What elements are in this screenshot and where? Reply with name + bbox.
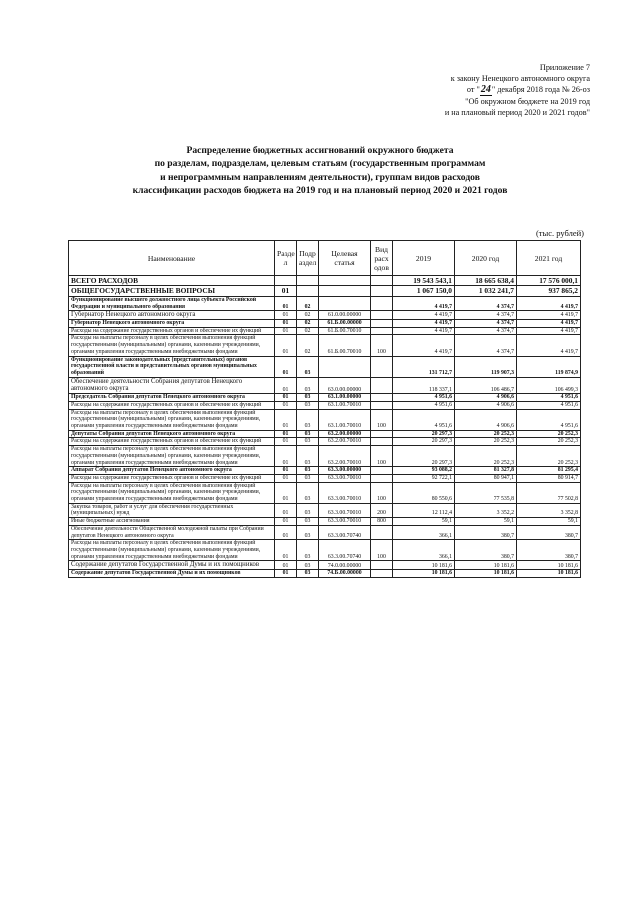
table-cell-2021: 10 181,6 [517, 570, 581, 578]
table-cell-2021: 10 181,6 [517, 561, 581, 570]
table-cell-2021: 4 951,6 [517, 401, 581, 409]
table-cell-2020: 4 374,7 [455, 296, 517, 310]
header-vid: Вид расх одов [371, 241, 393, 276]
table-cell-podrazdel: 03 [297, 561, 319, 570]
table-cell-podrazdel: 03 [297, 377, 319, 394]
table-cell-name: Расходы на содержание государственных органов и обеспечение их функций [69, 327, 275, 335]
table-cell-vid: 100 [371, 482, 393, 503]
table-cell-vid [371, 356, 393, 377]
table-cell-2020: 380,7 [455, 540, 517, 561]
table-cell-2021: 4 419,7 [517, 320, 581, 328]
table-cell-2020: 10 181,6 [455, 561, 517, 570]
table-cell-name: Функционирование законодательных (представительных) органов государственной власти и представительных органов муниципальных образований [69, 356, 275, 377]
table-cell-name: Губернатор Ненецкого автономного округа [69, 311, 275, 320]
table-cell-2020: 20 252,3 [455, 438, 517, 446]
header-name: Наименование [69, 241, 275, 276]
table-row [69, 276, 581, 286]
table-cell-podrazdel: 03 [297, 525, 319, 539]
table-cell-vid [371, 570, 393, 578]
appendix-line: "Об окружном бюджете на 2019 год [465, 96, 590, 106]
table-header-row [69, 241, 581, 276]
table-cell-2020: 4 906,6 [455, 394, 517, 402]
table-cell-name: Содержание депутатов Государственной Думы и их помощников [69, 570, 275, 578]
table-cell-2020: 77 535,8 [455, 482, 517, 503]
table-cell-target: 63.1.00.70010 [319, 401, 371, 409]
table-cell-target: 61.Б.00.00000 [319, 320, 371, 328]
table-cell-2019: 366,1 [393, 525, 455, 539]
table-cell-vid: 800 [371, 518, 393, 526]
table-cell-2020: 80 947,1 [455, 474, 517, 482]
table-cell-2019: 10 181,6 [393, 570, 455, 578]
header-podrazdel: Подр аздел [297, 241, 319, 276]
table-cell-razdel: 01 [275, 286, 297, 296]
table-cell-target: 74.Б.00.00000 [319, 570, 371, 578]
table-row [69, 446, 581, 467]
table-cell-podrazdel: 03 [297, 540, 319, 561]
table-row [69, 320, 581, 328]
table-cell-name: Расходы на содержание государственных органов и обеспечение их функций [69, 474, 275, 482]
table-cell-2020: 10 181,6 [455, 570, 517, 578]
table-row [69, 286, 581, 296]
appendix-date-suffix: " декабря 2018 года № 26-оз [491, 85, 590, 95]
appendix-line: и на плановый период 2020 и 2021 годов" [444, 107, 590, 117]
table-row [69, 467, 581, 475]
table-row [69, 503, 581, 517]
title-line: и непрограммным направлениям деятельности), группам видов расходов [160, 171, 480, 183]
table-cell-2019: 4 951,6 [393, 394, 455, 402]
table-cell-2020: 18 665 638,4 [455, 276, 517, 286]
table-cell-target: 63.3.00.70010 [319, 503, 371, 517]
appendix-header [230, 62, 590, 118]
table-cell-2021: 3 352,8 [517, 503, 581, 517]
table-row [69, 311, 581, 320]
table-cell-name: Иные бюджетные ассигнования [69, 518, 275, 526]
table-cell-name: Закупка товаров, работ и услуг для обеспечения государственных (муниципальных) нужд [69, 503, 275, 517]
table-cell-name: Расходы на содержание государственных органов и обеспечение их функций [69, 401, 275, 409]
table-row [69, 438, 581, 446]
table-cell-2019: 20 297,3 [393, 430, 455, 438]
table-cell-2020: 59,1 [455, 518, 517, 526]
table-cell-podrazdel: 03 [297, 518, 319, 526]
table-cell-2021: 4 419,7 [517, 311, 581, 320]
title-line: классификации расходов бюджета на 2019 год и на плановый период 2020 и 2021 годов [132, 185, 508, 197]
table-cell-target [319, 296, 371, 310]
table-cell-target: 63.2.00.70010 [319, 446, 371, 467]
table-cell-2021: 4 419,7 [517, 327, 581, 335]
table-cell-podrazdel: 02 [297, 335, 319, 356]
table-cell-name: Обеспечение деятельности Общественной молодежной палаты при Собрании депутатов Ненецкого автономного округа [69, 525, 275, 539]
table-cell-vid: 200 [371, 503, 393, 517]
table-cell-2021: 380,7 [517, 525, 581, 539]
table-cell-razdel: 01 [275, 394, 297, 402]
table-cell-name: Губернатор Ненецкого автономного округа [69, 320, 275, 328]
table-row [69, 401, 581, 409]
table-cell-2020: 20 252,3 [455, 430, 517, 438]
table-cell-vid: 100 [371, 540, 393, 561]
table-cell-vid [371, 296, 393, 310]
table-cell-2019: 20 297,3 [393, 446, 455, 467]
table-cell-vid: 100 [371, 335, 393, 356]
table-cell-2020: 4 906,6 [455, 401, 517, 409]
table-row [69, 409, 581, 430]
table-cell-2020: 4 374,7 [455, 320, 517, 328]
appendix-line: Приложение 7 [539, 63, 590, 72]
table-row [69, 430, 581, 438]
table-cell-vid [371, 430, 393, 438]
table-cell-name: Расходы на выплаты персоналу в целях обеспечения выполнения функций государственными (муниципальными) органами, казенными учреждениями, органами управления государственными внебюджетными фондами [69, 446, 275, 467]
header-2020: 2020 год [455, 241, 517, 276]
table-cell-2021: 20 252,3 [517, 446, 581, 467]
table-cell-razdel: 01 [275, 518, 297, 526]
table-cell-2019: 20 297,3 [393, 438, 455, 446]
document-title [40, 144, 600, 198]
table-cell-razdel: 01 [275, 320, 297, 328]
table-cell-razdel [275, 276, 297, 286]
table-cell-vid [371, 474, 393, 482]
table-cell-2020: 106 486,7 [455, 377, 517, 394]
table-cell-podrazdel: 03 [297, 401, 319, 409]
table-cell-2019: 80 550,6 [393, 482, 455, 503]
table-cell-2019: 4 419,7 [393, 296, 455, 310]
table-cell-name: Расходы на выплаты персоналу в целях обеспечения выполнения функций государственными (муниципальными) органами, казенными учреждениями, органами управления государственными внебюджетными фондами [69, 335, 275, 356]
table-cell-2020: 4 906,6 [455, 409, 517, 430]
table-cell-razdel: 01 [275, 335, 297, 356]
table-cell-razdel: 01 [275, 540, 297, 561]
table-cell-target: 63.2.00.00000 [319, 430, 371, 438]
table-cell-podrazdel [297, 286, 319, 296]
table-cell-target: 74.0.00.00000 [319, 561, 371, 570]
table-cell-vid: 100 [371, 446, 393, 467]
table-cell-2019: 131 712,7 [393, 356, 455, 377]
table-cell-2019: 1 067 150,0 [393, 286, 455, 296]
table-cell-razdel: 01 [275, 467, 297, 475]
table-cell-vid [371, 394, 393, 402]
table-cell-vid [371, 276, 393, 286]
table-cell-target [319, 286, 371, 296]
table-cell-razdel: 01 [275, 356, 297, 377]
table-cell-target: 63.3.00.00000 [319, 467, 371, 475]
table-cell-2020: 4 374,7 [455, 335, 517, 356]
table-cell-podrazdel: 03 [297, 430, 319, 438]
table-row [69, 394, 581, 402]
table-cell-target: 63.0.00.00000 [319, 377, 371, 394]
table-row [69, 356, 581, 377]
table-cell-name: ВСЕГО РАСХОДОВ [69, 276, 275, 286]
table-cell-2021: 80 914,7 [517, 474, 581, 482]
table-cell-2020: 119 907,3 [455, 356, 517, 377]
table-cell-name: Расходы на содержание государственных органов и обеспечение их функций [69, 438, 275, 446]
title-line: по разделам, подразделам, целевым статьям (государственным программам [154, 158, 486, 170]
table-cell-2019: 93 088,2 [393, 467, 455, 475]
table-row [69, 525, 581, 539]
table-cell-name: Расходы на выплаты персоналу в целях обеспечения выполнения функций государственными (муниципальными) органами, казенными учреждениями, органами управления государственными внебюджетными фондами [69, 540, 275, 561]
table-cell-name: Функционирование высшего должностного лица субъекта Российской Федерации и муниципального образования [69, 296, 275, 310]
table-cell-razdel: 01 [275, 401, 297, 409]
table-cell-target: 63.2.00.70010 [319, 438, 371, 446]
table-cell-2019: 4 419,7 [393, 335, 455, 356]
table-cell-2019: 92 722,1 [393, 474, 455, 482]
table-row [69, 474, 581, 482]
table-row [69, 335, 581, 356]
table-cell-2021: 59,1 [517, 518, 581, 526]
table-cell-2019: 4 419,7 [393, 311, 455, 320]
table-cell-target: 63.3.00.70740 [319, 525, 371, 539]
table-cell-2019: 366,1 [393, 540, 455, 561]
table-cell-2021: 4 419,7 [517, 296, 581, 310]
table-cell-2020: 1 032 241,7 [455, 286, 517, 296]
table-cell-target: 63.3.00.70740 [319, 540, 371, 561]
table-cell-razdel: 01 [275, 327, 297, 335]
table-cell-razdel: 01 [275, 438, 297, 446]
table-cell-razdel: 01 [275, 570, 297, 578]
table-cell-2021: 20 252,3 [517, 430, 581, 438]
table-cell-2021: 380,7 [517, 540, 581, 561]
table-row [69, 377, 581, 394]
header-2019: 2019 [393, 241, 455, 276]
table-cell-2019: 4 951,6 [393, 401, 455, 409]
appendix-date-prefix: от " [466, 85, 480, 95]
table-cell-target [319, 276, 371, 286]
table-cell-target: 63.3.00.70010 [319, 474, 371, 482]
table-cell-target: 61.Б.00.70010 [319, 327, 371, 335]
table-cell-2021: 4 951,6 [517, 409, 581, 430]
table-cell-razdel: 01 [275, 409, 297, 430]
table-cell-podrazdel: 03 [297, 474, 319, 482]
table-cell-podrazdel: 03 [297, 570, 319, 578]
table-cell-2020: 81 327,8 [455, 467, 517, 475]
table-cell-2019: 59,1 [393, 518, 455, 526]
table-row [69, 540, 581, 561]
table-cell-name: Обеспечение деятельности Собрания депутатов Ненецкого автономного округа [69, 377, 275, 394]
table-cell-2019: 10 181,6 [393, 561, 455, 570]
table-cell-2020: 380,7 [455, 525, 517, 539]
table-cell-podrazdel: 03 [297, 446, 319, 467]
table-cell-2019: 4 951,6 [393, 409, 455, 430]
table-row [69, 327, 581, 335]
table-cell-vid [371, 286, 393, 296]
table-cell-2020: 4 374,7 [455, 327, 517, 335]
table-cell-razdel: 01 [275, 561, 297, 570]
table-cell-2021: 20 252,3 [517, 438, 581, 446]
header-target: Целевая статья [319, 241, 371, 276]
table-cell-podrazdel: 02 [297, 327, 319, 335]
table-cell-vid [371, 327, 393, 335]
table-cell-target: 63.3.00.70010 [319, 482, 371, 503]
table-cell-razdel: 01 [275, 525, 297, 539]
table-cell-podrazdel: 03 [297, 467, 319, 475]
handwritten-day: 24 [480, 84, 491, 96]
table-cell-2019: 4 419,7 [393, 327, 455, 335]
table-cell-razdel: 01 [275, 446, 297, 467]
table-cell-razdel: 01 [275, 377, 297, 394]
table-cell-2020: 3 352,2 [455, 503, 517, 517]
table-cell-2021: 77 502,8 [517, 482, 581, 503]
table-row [69, 518, 581, 526]
header-2021: 2021 год [517, 241, 581, 276]
table-cell-2019: 12 112,4 [393, 503, 455, 517]
table-cell-podrazdel: 03 [297, 438, 319, 446]
units-label: (тыс. рублей) [535, 228, 584, 238]
table-cell-podrazdel [297, 276, 319, 286]
table-cell-podrazdel: 02 [297, 296, 319, 310]
table-row [69, 570, 581, 578]
table-cell-2021: 17 576 000,1 [517, 276, 581, 286]
table-cell-2019: 19 543 543,1 [393, 276, 455, 286]
table-cell-target: 63.1.00.00000 [319, 394, 371, 402]
header-razdel: Разде л [275, 241, 297, 276]
table-cell-target: 61.0.00.00000 [319, 311, 371, 320]
table-cell-podrazdel: 02 [297, 320, 319, 328]
budget-table [68, 240, 581, 578]
table-cell-podrazdel: 03 [297, 394, 319, 402]
table-cell-vid [371, 438, 393, 446]
table-cell-podrazdel: 02 [297, 311, 319, 320]
table-cell-2020: 4 374,7 [455, 311, 517, 320]
table-cell-name: Расходы на выплаты персоналу в целях обеспечения выполнения функций государственными (муниципальными) органами, казенными учреждениями, органами управления государственными внебюджетными фондами [69, 409, 275, 430]
table-cell-target: 63.1.00.70010 [319, 409, 371, 430]
table-cell-2021: 106 499,3 [517, 377, 581, 394]
table-cell-razdel: 01 [275, 474, 297, 482]
table-cell-vid [371, 401, 393, 409]
table-cell-target: 61.Б.00.70010 [319, 335, 371, 356]
table-cell-name: Аппарат Собрания депутатов Ненецкого автономного округа [69, 467, 275, 475]
title-line: Распределение бюджетных ассигнований окружного бюджета [186, 145, 454, 156]
table-cell-name: Расходы на выплаты персоналу в целях обеспечения выполнения функций государственными (муниципальными) органами, казенными учреждениями, органами управления государственными внебюджетными фондами [69, 482, 275, 503]
table-body [69, 276, 581, 578]
table-cell-podrazdel: 03 [297, 356, 319, 377]
table-cell-target: 63.3.00.70010 [319, 518, 371, 526]
table-cell-podrazdel: 03 [297, 482, 319, 503]
table-cell-podrazdel: 03 [297, 409, 319, 430]
table-cell-razdel: 01 [275, 311, 297, 320]
table-row [69, 296, 581, 310]
table-cell-vid: 100 [371, 409, 393, 430]
table-cell-vid [371, 525, 393, 539]
table-cell-2020: 20 252,3 [455, 446, 517, 467]
appendix-line: к закону Ненецкого автономного округа [450, 74, 590, 84]
table-cell-2021: 81 295,4 [517, 467, 581, 475]
table-cell-name: Депутаты Собрания депутатов Ненецкого автономного округа [69, 430, 275, 438]
table-cell-name: Председатель Собрания депутатов Ненецкого автономного округа [69, 394, 275, 402]
table-cell-vid [371, 561, 393, 570]
table-cell-2021: 119 874,9 [517, 356, 581, 377]
table-cell-2019: 118 337,1 [393, 377, 455, 394]
table-row [69, 482, 581, 503]
table-cell-name: ОБЩЕГОСУДАРСТВЕННЫЕ ВОПРОСЫ [69, 286, 275, 296]
table-cell-podrazdel: 03 [297, 503, 319, 517]
table-cell-2021: 4 951,6 [517, 394, 581, 402]
appendix-date-line [230, 84, 590, 95]
table-cell-name: Содержание депутатов Государственной Думы и их помощников [69, 561, 275, 570]
table-cell-2019: 4 419,7 [393, 320, 455, 328]
table-cell-razdel: 01 [275, 430, 297, 438]
table-cell-razdel: 01 [275, 296, 297, 310]
table-cell-2021: 937 865,2 [517, 286, 581, 296]
table-cell-vid [371, 467, 393, 475]
table-cell-vid [371, 311, 393, 320]
table-cell-razdel: 01 [275, 503, 297, 517]
table-cell-target [319, 356, 371, 377]
table-row [69, 561, 581, 570]
table-cell-2021: 4 419,7 [517, 335, 581, 356]
table-cell-vid [371, 377, 393, 394]
table-cell-razdel: 01 [275, 482, 297, 503]
table-cell-vid [371, 320, 393, 328]
